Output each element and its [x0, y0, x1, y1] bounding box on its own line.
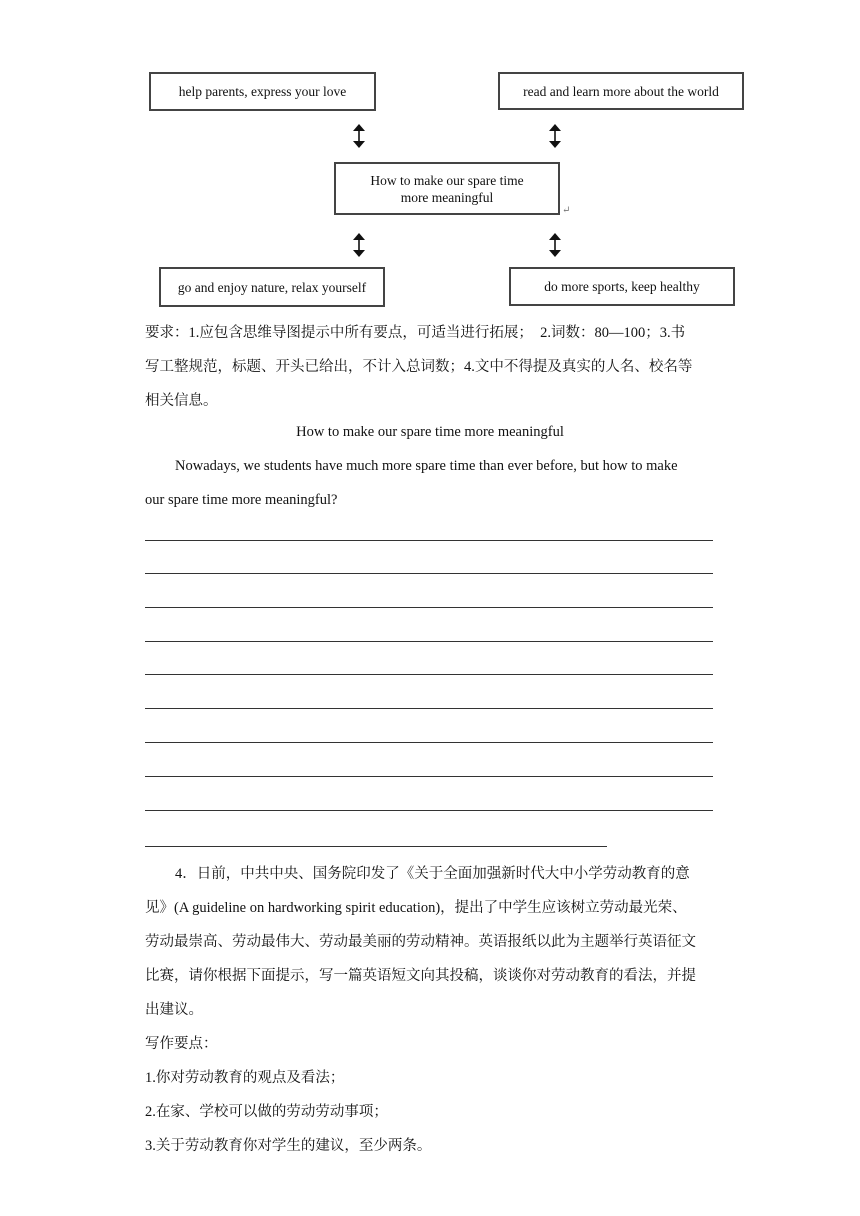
answer-line[interactable] [145, 810, 713, 811]
essay-opening-line-2: our spare time more meaningful? [145, 492, 338, 508]
requirements-line-3: 相关信息。 [145, 393, 218, 409]
answer-line[interactable] [145, 607, 713, 608]
writing-point-2: 2.在家、学校可以做的劳动劳动事项； [145, 1104, 388, 1120]
double-arrow-icon [548, 233, 562, 257]
requirements-line-2: 写工整规范，标题、开头已给出，不计入总词数；4.文中不得提及真实的人名、校名等 [145, 359, 693, 375]
answer-line[interactable] [145, 674, 713, 675]
answer-line[interactable] [145, 742, 713, 743]
mindmap-box-top-right [498, 72, 744, 110]
question4-line-4: 比赛，请你根据下面提示，写一篇英语短文向其投稿，谈谈你对劳动教育的看法，并提 [145, 968, 696, 984]
question4-line-5: 出建议。 [145, 1002, 203, 1018]
essay-title: How to make our spare time more meaningful [296, 424, 564, 440]
double-arrow-icon [548, 124, 562, 148]
answer-line[interactable] [145, 641, 713, 642]
question4-line-1: 4．日前，中共中央、国务院印发了《关于全面加强新时代大中小学劳动教育的意 [175, 866, 690, 882]
mindmap-text-top-left: help parents, express your love [178, 84, 347, 99]
requirements-line-1: 要求：1.应包含思维导图提示中所有要点，可适当进行拓展； 2.词数：80—100；3.书 [145, 325, 686, 341]
mindmap-box-bottom-right [509, 267, 735, 306]
mindmap-box-top-left [149, 72, 376, 111]
question4-line-2: 见》(A guideline on hardworking spirit education)，提出了中学生应该树立劳动最光荣、 [145, 900, 687, 916]
mindmap-text-top-right: read and learn more about the world [523, 83, 719, 99]
writing-point-3: 3.关于劳动教育你对学生的建议，至少两条。 [145, 1138, 432, 1154]
mindmap-text-bottom-left: go and enjoy nature, relax yourself [177, 279, 367, 295]
double-arrow-icon [352, 124, 366, 148]
double-arrow-icon [352, 233, 366, 257]
mindmap-box-center [334, 162, 560, 215]
mindmap-box-bottom-left [159, 267, 385, 307]
answer-line[interactable] [145, 846, 607, 847]
answer-line[interactable] [145, 776, 713, 777]
question4-line-3: 劳动最崇高、劳动最伟大、劳动最美丽的劳动精神。英语报纸以此为主题举行英语征文 [145, 934, 696, 950]
mindmap-text-bottom-right: do more sports, keep healthy [544, 279, 700, 294]
writing-points-heading: 写作要点： [145, 1036, 218, 1052]
paragraph-mark-icon: ↵ [562, 205, 571, 216]
answer-line[interactable] [145, 573, 713, 574]
essay-opening-line-1: Nowadays, we students have much more spare time than ever before, but how to make [175, 458, 678, 474]
answer-line[interactable] [145, 708, 713, 709]
mindmap-text-center-line2: more meaningful [400, 189, 494, 205]
mindmap-text-center-line1: How to make our spare time [370, 172, 524, 188]
writing-point-1: 1.你对劳动教育的观点及看法； [145, 1070, 345, 1086]
answer-line[interactable] [145, 540, 713, 541]
